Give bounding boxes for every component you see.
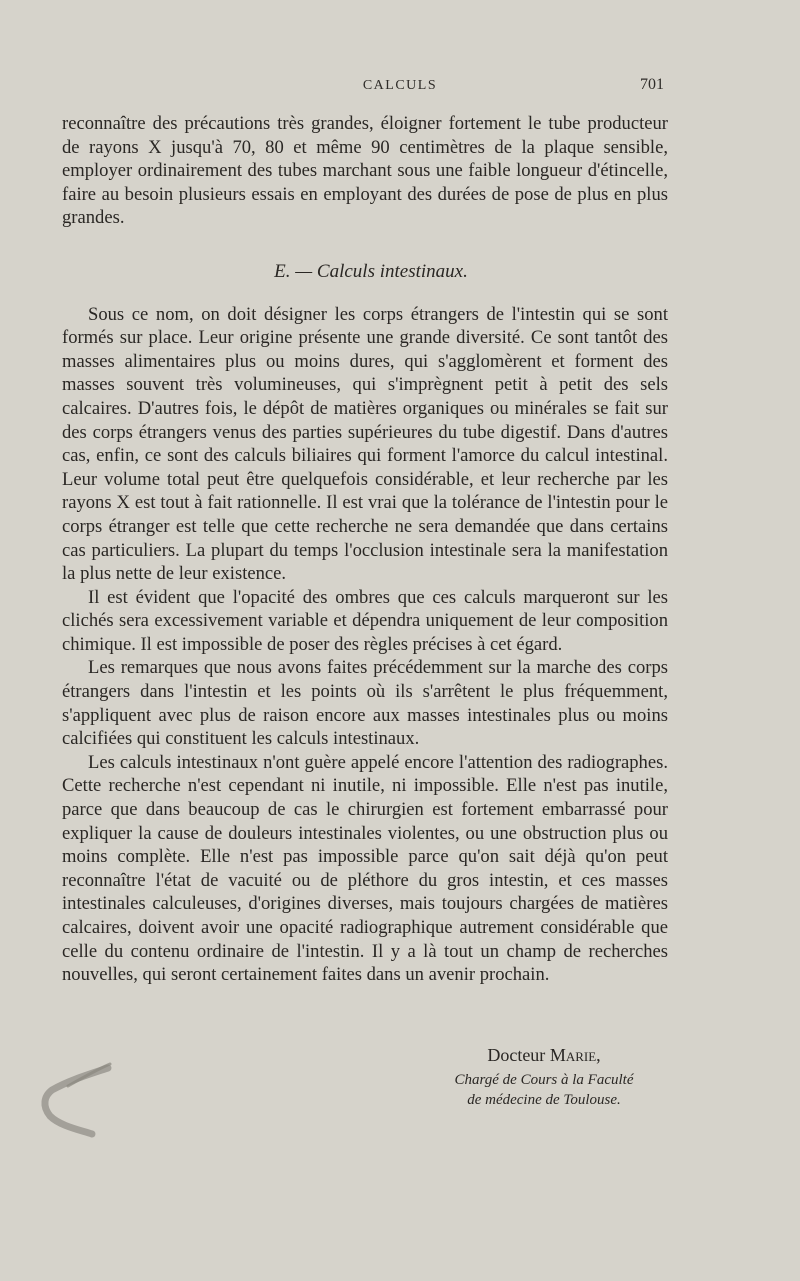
signature-name — [420, 1045, 668, 1066]
paragraph: Les remarques que nous avons faites précédemment sur la marche des corps étrangers dans l'intestin et les points où ils s'arrêtent le plus fréquemment, s'appliquent avec plus de raison encore aux masses intestinales plus ou moins calcifiées qui constituent les calculs intestinaux. — [62, 657, 668, 750]
intro-paragraph: reconnaître des précautions très grandes, éloigner fortement le tube producteur de rayons X jusqu'à 70, 80 et même 90 centimètres de la plaque sensible, employer ordinairement des tubes marchant sous une faible longueur d'étincelle, faire au besoin plusieurs essais en employant des durées de pose de plus en plus grandes. — [62, 113, 668, 229]
ink-smudge-icon — [30, 1050, 120, 1140]
body-text — [62, 112, 668, 987]
signature-title: Docteur — [487, 1045, 546, 1065]
section-title: E. — Calculs intestinaux. — [274, 260, 468, 282]
paragraph: Sous ce nom, on doit désigner les corps étrangers de l'intestin qui se sont formés sur place. Leur origine présente une grande diversité. Ce sont tantôt des masses alimentaires plus ou moins dures, qui s'agglomèrent et forment des masses souvent très volumineuses, qui s'imprègnent petit à petit des sels calcaires. D'autres fois, le dépôt de matières organiques ou minérales se fait sur des corps étrangers venus des parties supérieures du tube digestif. Dans d'autres cas, enfin, ce sont des calculs biliaires qui forment l'amorce du calcul intestinal. Leur volume total peut être quelquefois considérable, et leur recherche par les rayons X est tout à fait rationnelle. Il est vrai que la tolérance de l'intestin pour le corps étranger est telle que cette recherche ne sera demandée que dans certains cas particuliers. La plupart du temps l'occlusion intestinale sera la manifestation la plus nette de leur existence. — [62, 303, 668, 585]
paragraph: Il est évident que l'opacité des ombres que ces calculs marqueront sur les clichés sera excessivement variable et dépendra uniquement de leur composition chimique. Il est impossible de poser des règles précises à cet égard. — [62, 586, 668, 655]
signature-affiliation-line2: de médecine de Toulouse. — [467, 1092, 621, 1108]
running-title: CALCULS — [362, 78, 438, 93]
signature-block — [420, 1045, 668, 1110]
signature-affiliation-line1: Chargé de Cours à la Faculté — [454, 1072, 634, 1088]
signature-surname: Marie, — [549, 1045, 601, 1065]
paragraph: Les calculs intestinaux n'ont guère appelé encore l'attention des radiographes. Cette recherche n'est cependant ni inutile, ni impossible. Elle n'est pas inutile, parce que dans beaucoup de cas le chirurgien est fortement embarrassé pour expliquer la cause de douleurs intestinales violentes, ou une obstruction plus ou moins complète. Elle n'est pas impossible parce qu'on sait déjà qu'on peut reconnaître l'état de vacuité ou de pléthore du gros intestin, et ces masses intestinales calculeuses, d'origines diverses, mais toujours chargées de matières calcaires, doivent avoir une opacité radiographique autrement considérable que celle du contenu ordinaire de l'intestin. Il y a là tout un champ de recherches nouvelles, qui seront certainement faites dans un avenir prochain. — [62, 751, 668, 986]
page-number: 701 — [640, 76, 664, 93]
